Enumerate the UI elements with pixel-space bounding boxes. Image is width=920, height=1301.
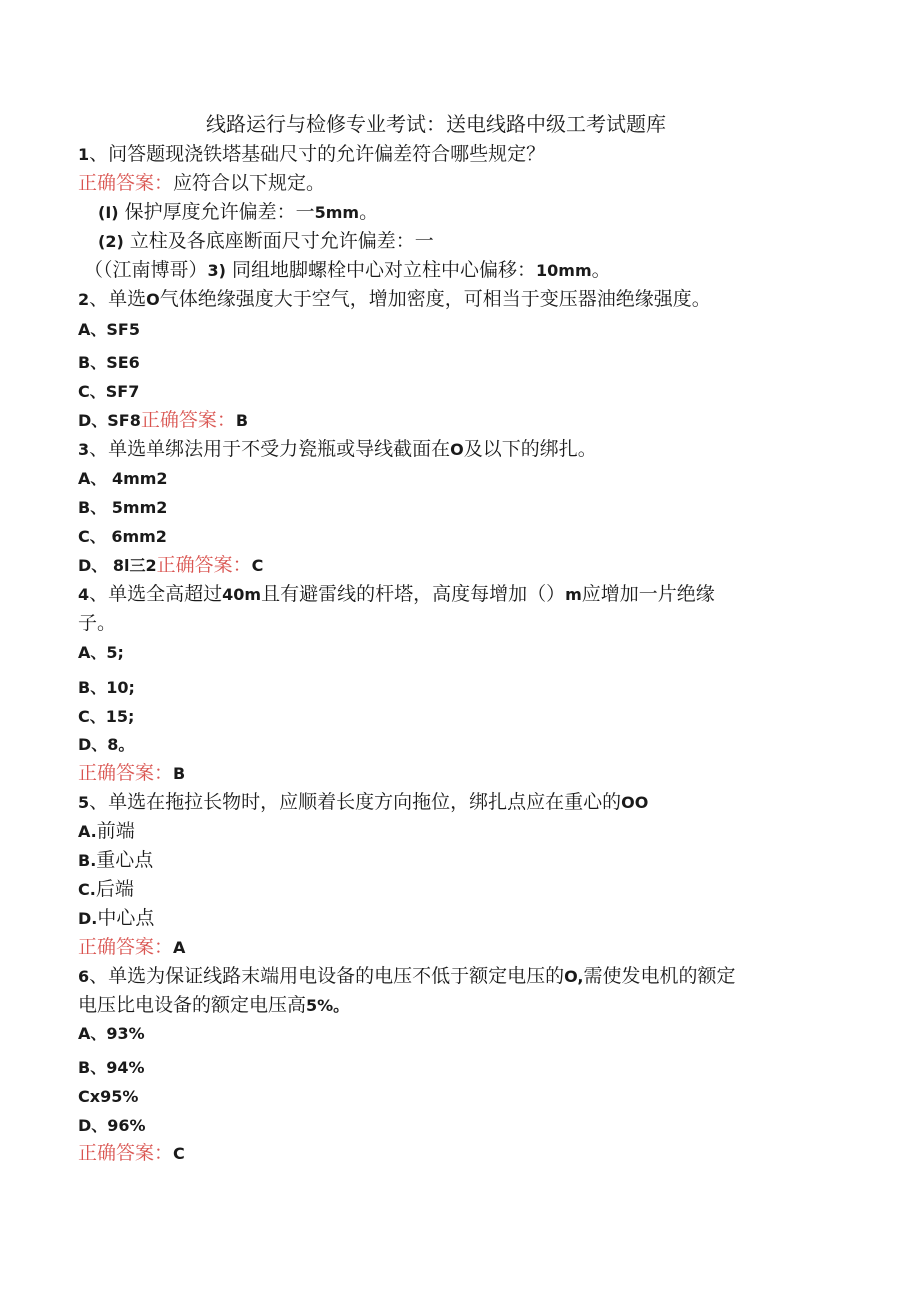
answer-label: 正确答案： bbox=[140, 409, 236, 431]
answer-4 bbox=[78, 761, 185, 786]
question-unit: m bbox=[565, 585, 582, 604]
question-4-cont: 子。 bbox=[78, 612, 117, 634]
option-c: C、SF7 bbox=[78, 382, 140, 401]
answer-1-item-1 bbox=[98, 200, 378, 225]
question-pre: 、单选全高超过 bbox=[89, 583, 223, 605]
option-b: B、10; bbox=[78, 678, 135, 697]
answer-1-item-2 bbox=[98, 229, 434, 254]
question-value: 40m bbox=[222, 585, 262, 604]
question-text: 、问答题现浇铁塔基础尺寸的允许偏差符合哪些规定？ bbox=[89, 143, 546, 165]
question-number: 6 bbox=[78, 967, 90, 986]
item-text: 保护厚度允许偏差：一 bbox=[118, 201, 315, 223]
answer-value: C bbox=[251, 556, 264, 575]
answer-5 bbox=[78, 935, 185, 960]
item-tail: 。 bbox=[359, 201, 379, 223]
option-key: D. bbox=[78, 909, 98, 928]
question-number: 2 bbox=[78, 290, 90, 309]
question-text: 电压比电设备的额定电压高 bbox=[78, 994, 307, 1016]
option-a: A、5; bbox=[78, 643, 124, 662]
answer-label: 正确答案： bbox=[78, 936, 174, 958]
option-c: C、15; bbox=[78, 707, 135, 726]
answer-1 bbox=[78, 171, 325, 195]
question-1 bbox=[78, 142, 545, 167]
question-5 bbox=[78, 790, 648, 815]
answer-6 bbox=[78, 1141, 185, 1166]
item-prefix: （（江南博哥） bbox=[84, 259, 208, 281]
question-text: 、单选为保证线路末端用电设备的电压不低于额定电压的 bbox=[89, 965, 565, 987]
answer-1-item-3 bbox=[84, 258, 611, 283]
answer-label: 正确答案： bbox=[78, 172, 174, 194]
answer-text: 应符合以下规定。 bbox=[173, 172, 326, 194]
answer-value: B bbox=[173, 764, 186, 783]
question-value: 5%。 bbox=[306, 996, 350, 1015]
question-blank: O bbox=[450, 440, 464, 459]
option-c bbox=[78, 877, 134, 902]
option-key: C. bbox=[78, 880, 96, 899]
option-b: B、 5mm2 bbox=[78, 498, 168, 517]
answer-value: A bbox=[173, 938, 186, 957]
question-number: 3 bbox=[78, 440, 90, 459]
option-a bbox=[78, 819, 135, 844]
option-key: A. bbox=[78, 822, 97, 841]
question-text: 应增加一片绝缘 bbox=[581, 583, 715, 605]
option-text: 中心点 bbox=[97, 907, 155, 929]
question-mid: 且有避雷线的杆塔，高度每增加（） bbox=[261, 583, 566, 605]
item-mark: (2) bbox=[98, 232, 124, 251]
option-d: D、 8l三2 bbox=[78, 556, 157, 575]
option-c: Cx95% bbox=[78, 1087, 139, 1106]
option-b bbox=[78, 848, 153, 873]
page-title: 线路运行与检修专业考试：送电线路中级工考试题库 bbox=[206, 112, 666, 136]
question-pre: 、单选 bbox=[89, 288, 147, 310]
answer-value: B bbox=[235, 411, 249, 430]
question-number: 4 bbox=[78, 585, 90, 604]
option-c: C、 6mm2 bbox=[78, 527, 167, 546]
answer-label: 正确答案： bbox=[78, 1142, 174, 1164]
item-value: 5mm bbox=[314, 203, 360, 222]
option-b: B、SE6 bbox=[78, 353, 140, 372]
question-pre: 、单选单绑法用于不受力瓷瓶或导线截面在 bbox=[89, 438, 451, 460]
option-d bbox=[78, 906, 154, 931]
option-text: 后端 bbox=[95, 878, 134, 900]
question-text: 气体绝缘强度大于空气，增加密度，可相当于变压器油绝缘强度。 bbox=[159, 288, 711, 310]
question-text: 及以下的绑扎。 bbox=[463, 438, 597, 460]
item-text: 立柱及各底座断面尺寸允许偏差：一 bbox=[123, 230, 434, 252]
question-number: 5 bbox=[78, 793, 90, 812]
item-text: 同组地脚螺栓中心对立柱中心偏移： bbox=[225, 259, 537, 281]
question-blank: O bbox=[146, 290, 160, 309]
item-mark: (I) bbox=[98, 203, 119, 222]
question-6-cont bbox=[78, 993, 349, 1018]
option-b: B、94% bbox=[78, 1058, 145, 1077]
option-a: A、 4mm2 bbox=[78, 469, 168, 488]
option-d-with-answer bbox=[78, 553, 263, 578]
answer-value: C bbox=[173, 1144, 185, 1163]
question-2 bbox=[78, 287, 711, 312]
question-blank: O, bbox=[564, 967, 584, 986]
option-a: A、93% bbox=[78, 1024, 145, 1043]
option-d-with-answer bbox=[78, 408, 248, 433]
item-tail: 。 bbox=[591, 259, 611, 281]
option-d: D、SF8 bbox=[78, 411, 141, 430]
question-6 bbox=[78, 964, 736, 989]
option-text: 前端 bbox=[96, 820, 135, 842]
option-key: B. bbox=[78, 851, 97, 870]
question-4 bbox=[78, 582, 715, 607]
option-a: A、SF5 bbox=[78, 320, 140, 339]
item-value: 10mm bbox=[536, 261, 592, 280]
option-d: D、96% bbox=[78, 1116, 146, 1135]
option-text: 重心点 bbox=[96, 849, 154, 871]
question-text-b: 需使发电机的额定 bbox=[583, 965, 736, 987]
question-number: 1 bbox=[78, 145, 90, 164]
question-blank: OO bbox=[621, 793, 649, 812]
question-3 bbox=[78, 437, 597, 462]
answer-label: 正确答案： bbox=[78, 762, 174, 784]
item-mark: 3) bbox=[207, 261, 226, 280]
option-d: D、8。 bbox=[78, 735, 135, 754]
answer-label: 正确答案： bbox=[156, 554, 252, 576]
question-text: 、单选在拖拉长物时，应顺着长度方向拖位，绑扎点应在重心的 bbox=[89, 791, 622, 813]
